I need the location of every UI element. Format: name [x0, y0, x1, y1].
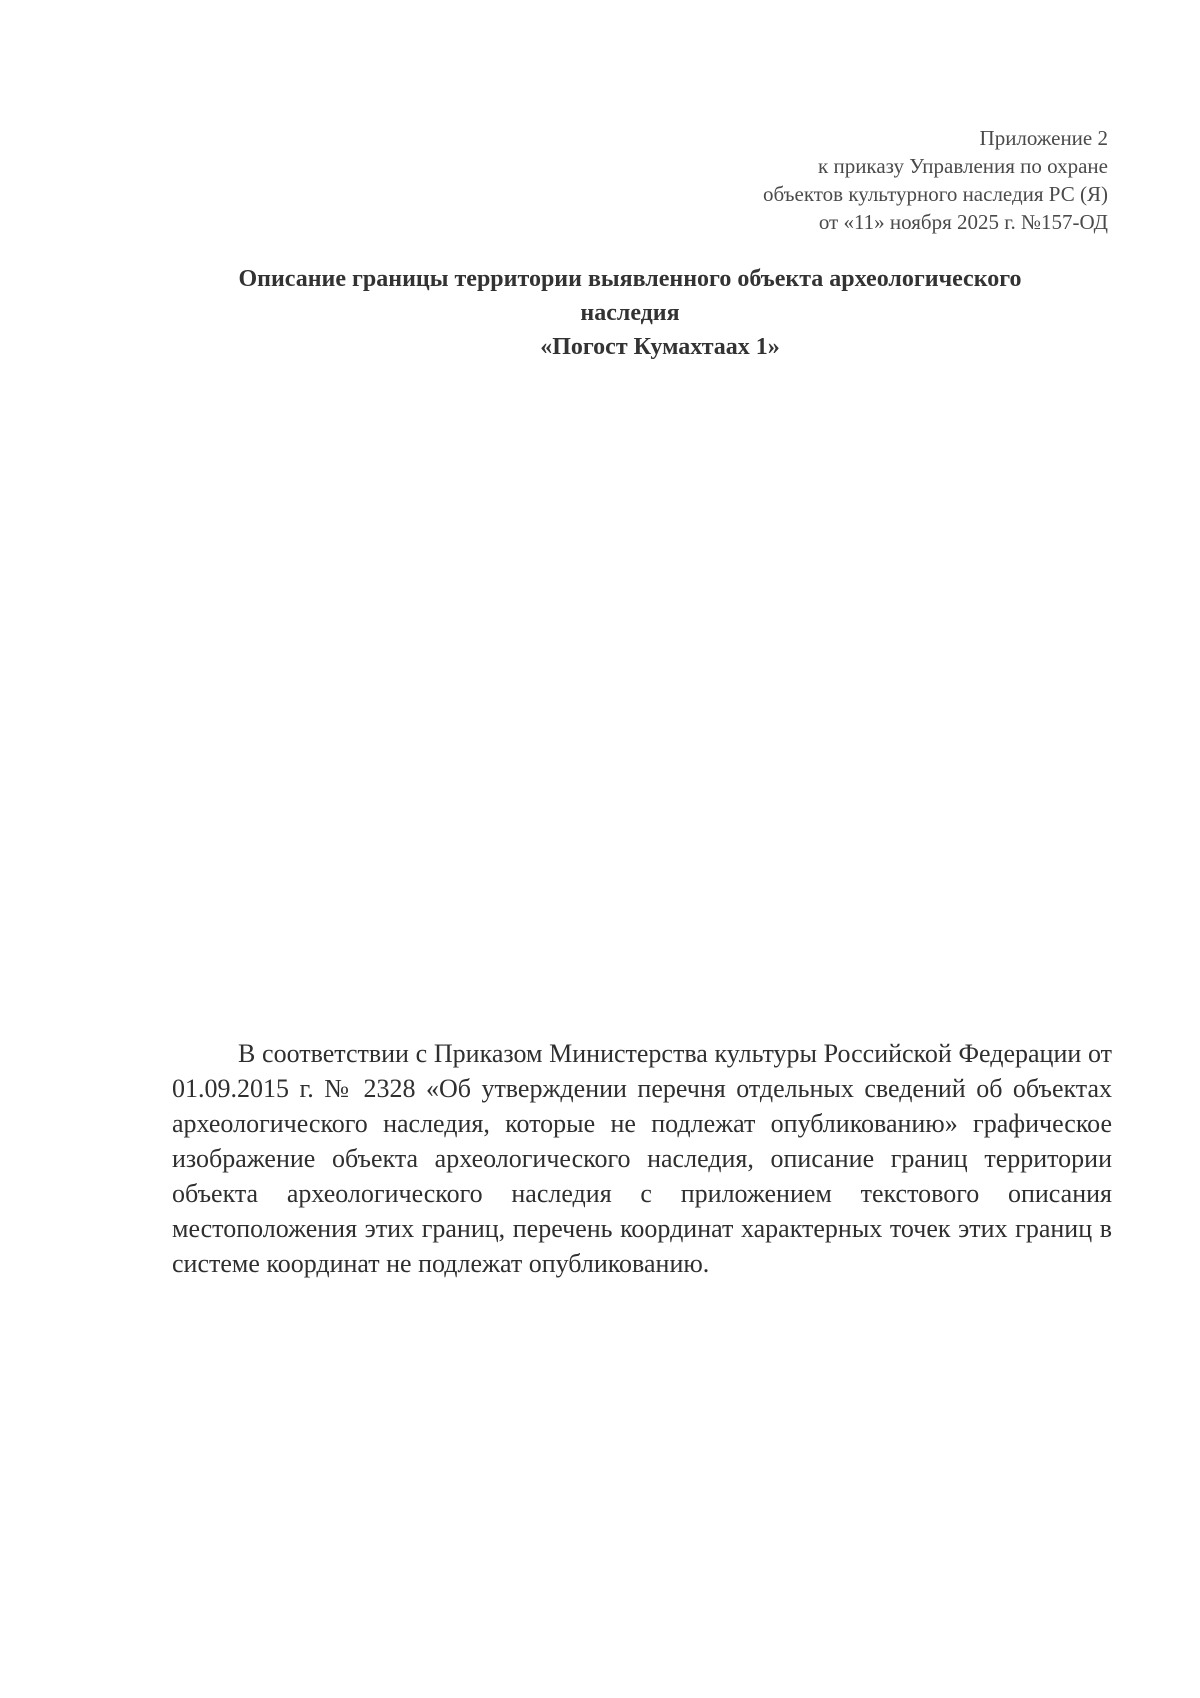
title-line-2: наследия: [580, 300, 680, 326]
annex-number: Приложение 2: [979, 126, 1108, 150]
title-object-name: «Погост Кумахтаах 1»: [540, 334, 780, 360]
annex-order-reference: к приказу Управления по охране: [818, 154, 1108, 178]
annex-authority: объектов культурного наследия РС (Я): [763, 182, 1108, 206]
body-paragraph-text: В соответствии с Приказом Министерства культуры Российской Федерации от 01.09.2015 г. № 2328 «Об утверждении перечня отдельных сведений об объектах археологического наследия, которые не подлежат опубликованию» графическое изображение объекта археологического наследия, описание границ территории объекта археологического наследия с приложением текстового описания местоположения этих границ, перечень координат характерных точек этих границ в системе координат не подлежат опубликованию.: [172, 1039, 1112, 1278]
document-title: [160, 262, 1100, 364]
body-paragraph: [172, 1036, 1112, 1281]
annex-header: [508, 124, 1108, 236]
title-line-1: Описание границы территории выявленного объекта археологического: [238, 266, 1022, 292]
annex-order-date: от «11» ноября 2025 г. №157-ОД: [818, 210, 1108, 234]
